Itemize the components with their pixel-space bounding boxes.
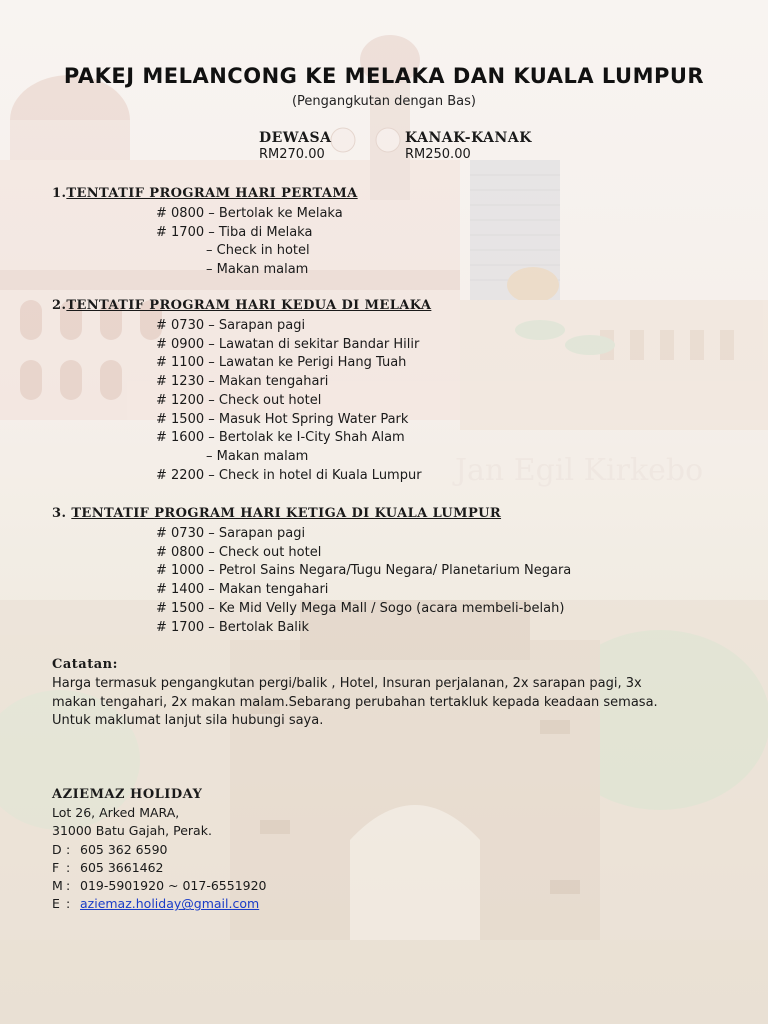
list-item: # 0730 – Sarapan pagi: [156, 318, 306, 333]
price-value: RM250.00: [405, 147, 471, 162]
list-item: # 1500 – Masuk Hot Spring Water Park: [156, 411, 409, 427]
price-child: [405, 130, 532, 162]
list-item: # 2200 – Check in hotel di Kuala Lumpur: [156, 467, 422, 483]
list-item: # 1500 – Ke Mid Velly Mega Mall / Sogo (acara membeli-belah): [156, 600, 565, 616]
list-item: # 0900 – Lawatan di sekitar Bandar Hilir: [156, 336, 420, 352]
email-link[interactable]: aziemaz.holiday@gmail.com: [80, 896, 260, 912]
list-item: # 1230 – Makan tengahari: [156, 374, 329, 390]
section-day2-heading: 2.TENTATIF PROGRAM HARI KEDUA DI MELAKA: [52, 298, 432, 313]
day3-list: [156, 525, 571, 637]
list-item: – Makan malam: [206, 262, 309, 278]
page-subtitle: (Pengangkutan dengan Bas): [291, 94, 476, 109]
list-item: # 1400 – Makan tengahari: [156, 582, 329, 598]
contact-email: E : aziemaz.holiday@gmail.com: [52, 895, 267, 913]
list-item: # 1700 – Tiba di Melaka: [156, 224, 313, 240]
notes-line: Harga termasuk pengangkutan pergi/balik , Hotel, Insuran perjalanan, 2x sarapan pagi, 3x: [52, 676, 642, 691]
notes-heading: Catatan:: [52, 657, 118, 672]
notes-line: Untuk maklumat lanjut sila hubungi saya.: [52, 713, 324, 728]
notes-line: makan tengahari, 2x makan malam.Sebarang perubahan tertakluk kepada keadaan semasa.: [52, 694, 658, 710]
list-item: # 1700 – Bertolak Balik: [156, 619, 310, 635]
list-item: # 0730 – Sarapan pagi: [156, 526, 306, 541]
list-item: # 1600 – Bertolak ke I-City Shah Alam: [156, 430, 405, 446]
list-item: # 0800 – Bertolak ke Melaka: [156, 206, 343, 221]
list-item: # 1000 – Petrol Sains Negara/Tugu Negara/ Planetarium Negara: [156, 563, 572, 579]
list-item: – Check in hotel: [206, 243, 310, 259]
price-adult: [259, 130, 331, 162]
list-item: – Makan malam: [206, 448, 309, 464]
section-day3-heading: 3. TENTATIF PROGRAM HARI KETIGA DI KUALA LUMPUR: [52, 506, 502, 521]
price-value: RM270.00: [259, 147, 325, 162]
contact-fax: F : 605 3661462: [52, 859, 164, 875]
contact-phone-office: D : 605 362 6590: [52, 841, 168, 857]
price-label: KANAK-KANAK: [405, 130, 532, 146]
notes-body: [52, 675, 752, 731]
page-title: PAKEJ MELANCONG KE MELAKA DAN KUALA LUMPUR: [63, 64, 705, 88]
list-item: # 1200 – Check out hotel: [156, 392, 322, 408]
contact-mobile: M : 019-5901920 ~ 017-6551920: [52, 878, 267, 894]
watermark-text: Jan Egil Kirkebo: [455, 453, 704, 488]
address-line: Lot 26, Arked MARA,: [52, 805, 180, 820]
day1-list: [156, 205, 343, 280]
address-line: 31000 Batu Gajah, Perak.: [52, 823, 212, 839]
day2-list: [156, 317, 422, 485]
price-label: DEWASA: [259, 130, 332, 146]
company-contact: [52, 804, 267, 914]
company-name: AZIEMAZ HOLIDAY: [52, 787, 203, 802]
section-day1-heading: 1.TENTATIF PROGRAM HARI PERTAMA: [52, 186, 358, 201]
list-item: # 0800 – Check out hotel: [156, 544, 322, 560]
list-item: # 1100 – Lawatan ke Perigi Hang Tuah: [156, 355, 407, 371]
